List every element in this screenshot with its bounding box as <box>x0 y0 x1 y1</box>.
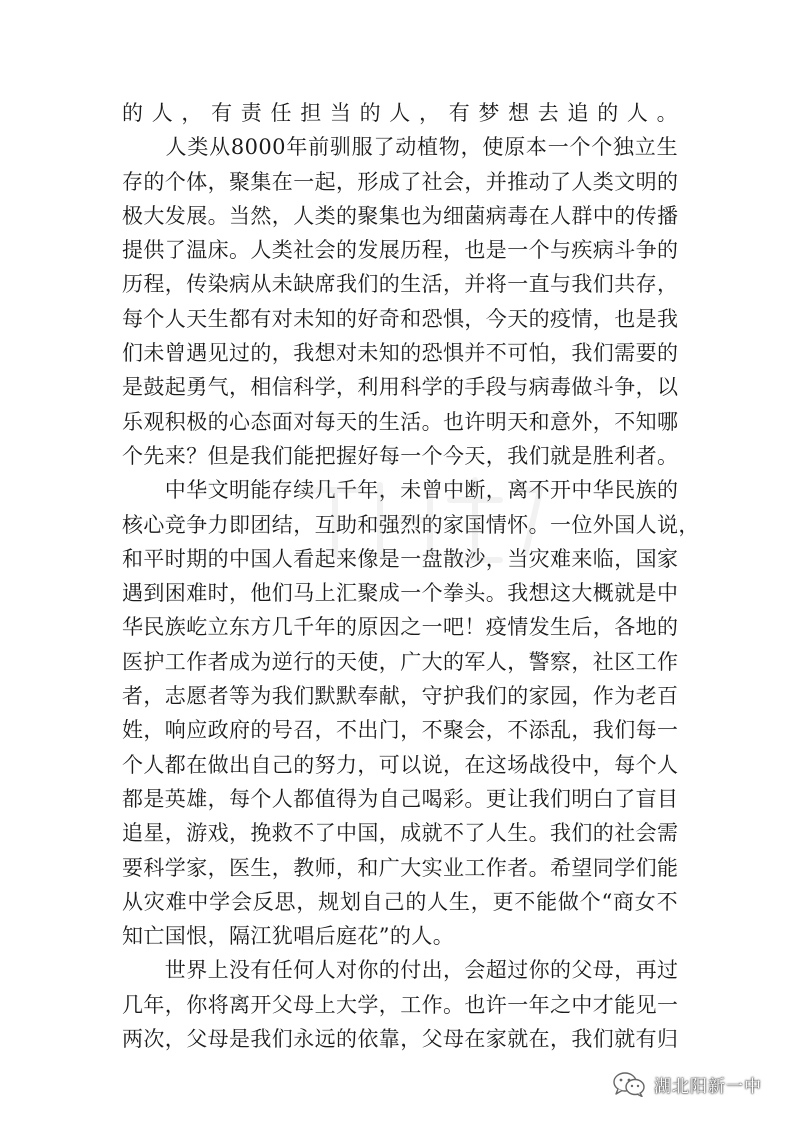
text-line: 历程，传染病从未缺席我们的生活，并将一直与我们共存， <box>122 272 679 297</box>
text-line: 医护工作者成为逆行的天使，广大的军人，警察，社区工作 <box>122 649 679 674</box>
text-line: 每个人天生都有对未知的好奇和恐惧，今天的疫情，也是我 <box>122 306 679 331</box>
text-line: 中华文明能存续几千年，未曾中断，离不开中华民族的 <box>122 478 679 503</box>
text-line: 两次，父母是我们永远的依靠，父母在家就在，我们就有归 <box>122 1027 679 1052</box>
text-line: 个人都在做出自己的努力，可以说，在这场战役中，每个人 <box>122 752 679 777</box>
text-line: 乐观积极的心态面对每天的生活。也许明天和意外，不知哪 <box>122 409 679 434</box>
text-line: 世界上没有任何人对你的付出，会超过你的父母，再过 <box>122 958 679 983</box>
account-name: 湖北阳新一中 <box>654 1076 762 1097</box>
text-line: 姓，响应政府的号召，不出门，不聚会，不添乱，我们每一 <box>122 718 679 743</box>
text-line: 几年，你将离开父母上大学，工作。也许一年之中才能见一 <box>122 992 679 1017</box>
text-line: 们未曾遇见过的，我想对未知的恐惧并不可怕，我们需要的 <box>122 341 679 366</box>
text-line: 华民族屹立东方几千年的原因之一吧！疫情发生后，各地的 <box>122 615 679 640</box>
text-line: 极大发展。当然，人类的聚集也为细菌病毒在人群中的传播 <box>122 203 679 228</box>
wechat-account-tag <box>612 1071 762 1097</box>
text-line: 追星，游戏，挽救不了中国，成就不了人生。我们的社会需 <box>122 821 679 846</box>
text-line: 人类从8000年前驯服了动植物，使原本一个个独立生 <box>122 135 678 160</box>
text-line: 个先来？但是我们能把握好每一个今天，我们就是胜利者。 <box>122 443 679 468</box>
text-line: 存的个体，聚集在一起，形成了社会，并推动了人类文明的 <box>122 169 679 194</box>
text-line: 者，志愿者等为我们默默奉献，守护我们的家园，作为老百 <box>122 684 679 709</box>
text-line: 的人，有责任担当的人，有梦想去追的人。 <box>122 101 678 125</box>
text-line: 核心竞争力即团结，互助和强烈的家国情怀。一位外国人说， <box>122 512 700 537</box>
text-line: 和平时期的中国人看起来像是一盘散沙，当灾难来临，国家 <box>122 546 679 571</box>
text-line: 知亡国恨，隔江犹唱后庭花”的人。 <box>122 924 455 949</box>
text-line: 都是英雄，每个人都值得为自己喝彩。更让我们明白了盲目 <box>122 786 679 811</box>
essay-text <box>122 96 700 1056</box>
text-line: 遇到困难时，他们马上汇聚成一个拳头。我想这大概就是中 <box>122 581 679 606</box>
wechat-icon <box>612 1071 646 1097</box>
text-line: 提供了温床。人类社会的发展历程，也是一个与疾病斗争的 <box>122 238 679 263</box>
text-line: 是鼓起勇气，相信科学，利用科学的手段与病毒做斗争，以 <box>122 375 679 400</box>
text-line: 要科学家，医生，教师，和广大实业工作者。希望同学们能 <box>122 855 679 880</box>
text-line: 从灾难中学会反思，规划自己的人生，更不能做个“商女不 <box>122 889 678 914</box>
